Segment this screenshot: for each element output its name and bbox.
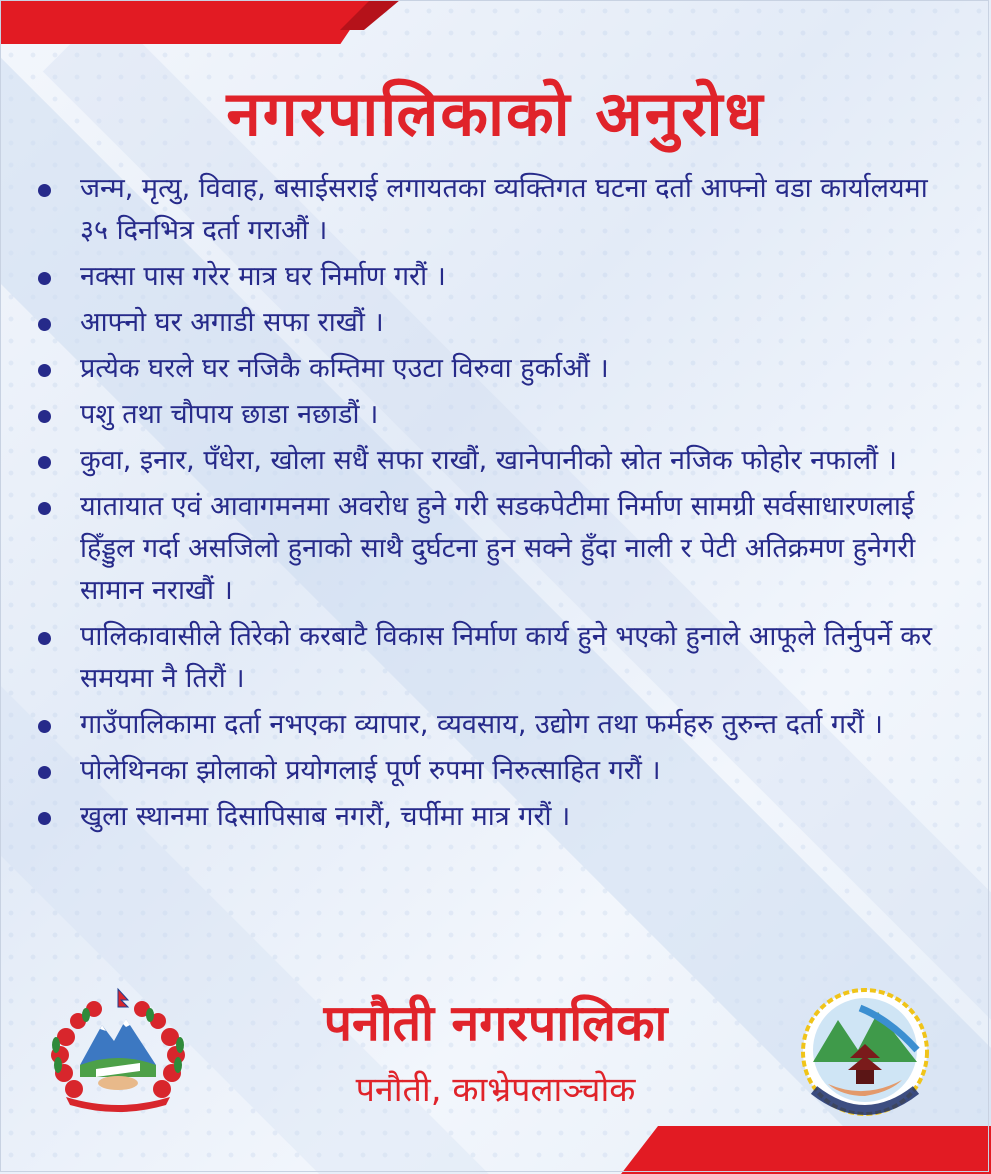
list-item-text: नक्सा पास गरेर मात्र घर निर्माण गरौं ।	[80, 261, 446, 292]
list-item-text: गाउँपालिकामा दर्ता नभएका व्यापार, व्यवसाय, उद्योग तथा फर्महरु तुरुन्त दर्ता गरौं ।	[80, 709, 883, 740]
list-item	[36, 440, 961, 482]
bullet-icon	[38, 410, 51, 423]
list-item-text: पोलेथिनका झोलाको प्रयोगलाई पूर्ण रुपमा निरुत्साहित गरौं ।	[80, 755, 661, 786]
bullet-icon	[38, 632, 51, 645]
list-item	[36, 394, 961, 436]
panauti-municipality-logo-icon	[790, 980, 940, 1128]
list-item	[36, 348, 961, 390]
nepal-government-emblem-icon	[44, 985, 192, 1113]
bullet-icon	[38, 364, 51, 377]
list-item	[36, 486, 961, 612]
list-item	[36, 302, 961, 344]
list-item	[36, 616, 961, 700]
list-item-text: खुला स्थानमा दिसापिसाब नगरौं, चर्पीमा मात्र गरौं ।	[80, 801, 571, 832]
poster-title: नगरपालिकाको अनुरोध	[226, 77, 765, 150]
bullet-icon	[38, 720, 51, 733]
list-item-text: पालिकावासीले तिरेको करबाटै विकास निर्माण कार्य हुने भएको हुनाले आफूले तिर्नुपर्ने कर समयमा नै तिरौं ।	[80, 621, 933, 694]
list-item-text: प्रत्येक घरले घर नजिकै कम्तिमा एउटा विरुवा हुर्काऔं ।	[80, 353, 609, 384]
list-item	[36, 256, 961, 298]
list-item	[36, 796, 961, 838]
list-item-text: यातायात एवं आवागमनमा अवरोध हुने गरी सडकपेटीमा निर्माण सामग्री सर्वसाधारणलाई हिँड्डुल गर्दा असजिलो हुनाको साथै दुर्घटना हुन सक्ने हुँदा नाली र पेटी अतिक्रमण हुनेगरी सामान नराखौं ।	[80, 491, 916, 606]
list-item	[36, 750, 961, 792]
footer	[0, 985, 991, 1125]
organization-address: पनौती, काभ्रेपलाञ्चोक	[355, 1070, 636, 1110]
bullet-icon	[38, 184, 51, 197]
list-item	[36, 168, 961, 252]
bullet-icon	[38, 318, 51, 331]
list-item	[36, 704, 961, 746]
bullet-icon	[38, 272, 51, 285]
list-item-text: कुवा, इनार, पँधेरा, खोला सधैं सफा राखौं, खानेपानीको स्रोत नजिक फोहोर नफालौं ।	[80, 445, 897, 476]
bottom-right-red-corner	[621, 1126, 991, 1174]
bullet-icon	[38, 812, 51, 825]
organization-name: पनौती नगरपालिका	[323, 994, 668, 1052]
list-item-text: जन्म, मृत्यु, विवाह, बसाईसराई लगायतका व्यक्तिगत घटना दर्ता आफ्नो वडा कार्यालयमा ३५ दिनभित्र दर्ता गराऔं ।	[80, 173, 928, 246]
request-list	[36, 168, 961, 842]
bullet-icon	[38, 502, 51, 515]
list-item-text: आफ्नो घर अगाडी सफा राखौं ।	[80, 307, 384, 338]
top-left-red-corner	[0, 0, 370, 44]
bullet-icon	[38, 456, 51, 469]
list-item-text: पशु तथा चौपाय छाडा नछाडौं ।	[80, 399, 379, 430]
bullet-icon	[38, 766, 51, 779]
